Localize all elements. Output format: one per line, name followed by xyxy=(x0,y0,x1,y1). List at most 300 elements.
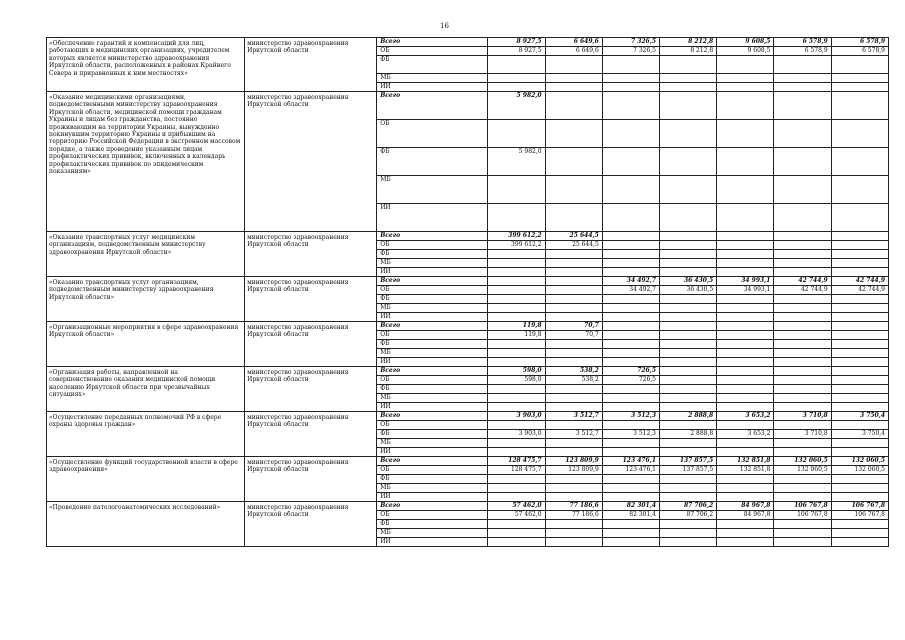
amount-cell xyxy=(660,295,717,304)
amount-cell xyxy=(660,385,717,394)
funding-source-cell: ОБ xyxy=(377,376,488,385)
amount-cell xyxy=(660,340,717,349)
amount-cell: 6 578,9 xyxy=(831,38,888,47)
amount-cell xyxy=(660,448,717,457)
amount-cell xyxy=(488,421,545,430)
amount-cell xyxy=(660,250,717,259)
amount-cell: 137 857,5 xyxy=(660,457,717,466)
amount-cell xyxy=(660,268,717,277)
amount-cell xyxy=(660,232,717,241)
funding-source-cell: МБ xyxy=(377,74,488,83)
amount-cell xyxy=(545,520,602,529)
amount-cell xyxy=(717,376,774,385)
amount-cell xyxy=(717,92,774,120)
funding-source-cell: ФБ xyxy=(377,56,488,74)
amount-cell: 87 706,2 xyxy=(660,502,717,511)
amount-cell: 3 710,8 xyxy=(774,430,831,439)
amount-cell xyxy=(660,148,717,176)
amount-cell: 399 612,2 xyxy=(488,232,545,241)
amount-cell: 6 578,9 xyxy=(774,38,831,47)
responsible-org-cell: министерство здравоохранения Иркутской области xyxy=(245,457,377,502)
amount-cell xyxy=(545,304,602,313)
amount-cell xyxy=(717,367,774,376)
event-name-cell: «Оказание транспортных услуг медицинским организациям, подведомственным министерству здравоохранения Иркутской области» xyxy=(47,232,245,277)
amount-cell xyxy=(717,475,774,484)
amount-cell xyxy=(660,493,717,502)
amount-cell: 726,5 xyxy=(602,367,659,376)
amount-cell: 2 888,8 xyxy=(660,430,717,439)
amount-cell xyxy=(545,56,602,74)
amount-cell xyxy=(717,295,774,304)
amount-cell: 106 767,8 xyxy=(831,511,888,520)
amount-cell: 36 430,5 xyxy=(660,286,717,295)
amount-cell: 6 578,9 xyxy=(831,47,888,56)
amount-cell xyxy=(660,204,717,232)
amount-cell xyxy=(602,56,659,74)
amount-cell xyxy=(717,176,774,204)
amount-cell: 3 512,7 xyxy=(545,412,602,421)
responsible-org-cell: министерство здравоохранения Иркутской области xyxy=(245,322,377,367)
table-row xyxy=(47,457,889,466)
amount-cell xyxy=(774,250,831,259)
amount-cell xyxy=(545,176,602,204)
funding-source-cell: ИИ xyxy=(377,448,488,457)
amount-cell xyxy=(488,286,545,295)
budget-table xyxy=(46,37,889,547)
amount-cell xyxy=(774,322,831,331)
amount-cell: 3 512,3 xyxy=(602,412,659,421)
amount-cell: 5 982,0 xyxy=(488,148,545,176)
amount-cell xyxy=(831,176,888,204)
amount-cell: 84 967,8 xyxy=(717,511,774,520)
amount-cell xyxy=(488,56,545,74)
amount-cell xyxy=(545,475,602,484)
amount-cell xyxy=(545,394,602,403)
amount-cell xyxy=(831,349,888,358)
amount-cell xyxy=(774,403,831,412)
amount-cell xyxy=(717,385,774,394)
amount-cell xyxy=(545,358,602,367)
amount-cell xyxy=(831,120,888,148)
funding-source-cell: МБ xyxy=(377,304,488,313)
amount-cell xyxy=(774,241,831,250)
amount-cell: 70,7 xyxy=(545,322,602,331)
amount-cell xyxy=(831,394,888,403)
amount-cell xyxy=(488,349,545,358)
funding-source-cell: ОБ xyxy=(377,511,488,520)
page-number: 16 xyxy=(440,22,449,30)
amount-cell xyxy=(660,475,717,484)
funding-source-cell: ОБ xyxy=(377,120,488,148)
amount-cell xyxy=(831,304,888,313)
amount-cell: 3 903,0 xyxy=(488,412,545,421)
funding-source-cell: Всего xyxy=(377,232,488,241)
amount-cell: 42 744,9 xyxy=(774,286,831,295)
amount-cell xyxy=(488,250,545,259)
amount-cell: 6 649,6 xyxy=(545,47,602,56)
amount-cell: 119,8 xyxy=(488,331,545,340)
amount-cell: 123 476,1 xyxy=(602,457,659,466)
amount-cell: 6 578,9 xyxy=(774,47,831,56)
amount-cell: 132 851,8 xyxy=(717,466,774,475)
funding-source-cell: ИИ xyxy=(377,358,488,367)
amount-cell xyxy=(717,74,774,83)
amount-cell xyxy=(831,250,888,259)
table-row xyxy=(47,232,889,241)
amount-cell xyxy=(545,448,602,457)
amount-cell xyxy=(660,439,717,448)
amount-cell xyxy=(602,268,659,277)
event-name-cell: «Проведение патологоанатомических исследований» xyxy=(47,502,245,547)
amount-cell xyxy=(831,204,888,232)
amount-cell xyxy=(660,92,717,120)
amount-cell xyxy=(831,313,888,322)
amount-cell xyxy=(774,56,831,74)
event-name-cell: «Оказание транспортных услуг организациям, подведомственным министерству здравоохранения Иркутской области» xyxy=(47,277,245,322)
amount-cell xyxy=(602,385,659,394)
table-row xyxy=(47,277,889,286)
amount-cell xyxy=(774,120,831,148)
funding-source-cell: ИИ xyxy=(377,268,488,277)
amount-cell: 82 301,4 xyxy=(602,511,659,520)
budget-table-body xyxy=(47,38,889,547)
amount-cell xyxy=(602,331,659,340)
amount-cell: 3 653,2 xyxy=(717,430,774,439)
funding-source-cell: ФБ xyxy=(377,340,488,349)
amount-cell xyxy=(545,538,602,547)
amount-cell xyxy=(602,484,659,493)
amount-cell xyxy=(602,358,659,367)
amount-cell xyxy=(774,484,831,493)
amount-cell xyxy=(602,439,659,448)
funding-source-cell: ФБ xyxy=(377,250,488,259)
amount-cell: 6 649,6 xyxy=(545,38,602,47)
funding-source-cell: Всего xyxy=(377,38,488,47)
amount-cell xyxy=(774,475,831,484)
amount-cell xyxy=(831,367,888,376)
amount-cell: 8 212,8 xyxy=(660,38,717,47)
amount-cell xyxy=(774,74,831,83)
funding-source-cell: ОБ xyxy=(377,47,488,56)
amount-cell xyxy=(774,92,831,120)
amount-cell xyxy=(602,313,659,322)
amount-cell xyxy=(717,120,774,148)
funding-source-cell: ИИ xyxy=(377,204,488,232)
amount-cell xyxy=(602,74,659,83)
amount-cell xyxy=(545,349,602,358)
amount-cell xyxy=(774,385,831,394)
amount-cell xyxy=(602,340,659,349)
amount-cell: 123 809,9 xyxy=(545,466,602,475)
funding-source-cell: ОБ xyxy=(377,466,488,475)
amount-cell xyxy=(831,340,888,349)
amount-cell xyxy=(602,322,659,331)
amount-cell xyxy=(774,304,831,313)
funding-source-cell: ОБ xyxy=(377,421,488,430)
amount-cell: 3 653,2 xyxy=(717,412,774,421)
amount-cell xyxy=(774,493,831,502)
amount-cell: 9 608,5 xyxy=(717,47,774,56)
amount-cell: 132 060,5 xyxy=(831,466,888,475)
amount-cell xyxy=(545,385,602,394)
amount-cell xyxy=(488,493,545,502)
amount-cell xyxy=(602,92,659,120)
amount-cell xyxy=(602,448,659,457)
amount-cell xyxy=(774,394,831,403)
funding-source-cell: ФБ xyxy=(377,385,488,394)
amount-cell: 84 967,8 xyxy=(717,502,774,511)
amount-cell: 3 512,7 xyxy=(545,430,602,439)
amount-cell xyxy=(488,484,545,493)
funding-source-cell: Всего xyxy=(377,412,488,421)
amount-cell xyxy=(717,148,774,176)
amount-cell xyxy=(602,421,659,430)
amount-cell xyxy=(717,403,774,412)
funding-source-cell: ОБ xyxy=(377,241,488,250)
amount-cell xyxy=(545,120,602,148)
amount-cell xyxy=(488,83,545,92)
amount-cell xyxy=(774,232,831,241)
amount-cell xyxy=(774,538,831,547)
amount-cell xyxy=(488,304,545,313)
amount-cell xyxy=(660,259,717,268)
funding-source-cell: ФБ xyxy=(377,475,488,484)
amount-cell xyxy=(774,331,831,340)
amount-cell xyxy=(488,475,545,484)
amount-cell xyxy=(717,313,774,322)
amount-cell: 123 476,1 xyxy=(602,466,659,475)
amount-cell xyxy=(831,520,888,529)
amount-cell xyxy=(602,232,659,241)
amount-cell: 106 767,8 xyxy=(774,511,831,520)
amount-cell xyxy=(831,493,888,502)
funding-source-cell: МБ xyxy=(377,394,488,403)
amount-cell xyxy=(660,376,717,385)
amount-cell: 25 644,5 xyxy=(545,232,602,241)
amount-cell xyxy=(717,250,774,259)
amount-cell xyxy=(488,385,545,394)
amount-cell xyxy=(774,148,831,176)
amount-cell xyxy=(660,367,717,376)
amount-cell xyxy=(774,340,831,349)
amount-cell xyxy=(774,421,831,430)
amount-cell xyxy=(602,295,659,304)
amount-cell xyxy=(660,394,717,403)
funding-source-cell: Всего xyxy=(377,277,488,286)
responsible-org-cell: министерство здравоохранения Иркутской области xyxy=(245,232,377,277)
amount-cell xyxy=(774,358,831,367)
amount-cell xyxy=(717,241,774,250)
funding-source-cell: ИИ xyxy=(377,538,488,547)
amount-cell xyxy=(717,331,774,340)
amount-cell: 2 888,8 xyxy=(660,412,717,421)
amount-cell: 726,5 xyxy=(602,376,659,385)
amount-cell xyxy=(602,538,659,547)
amount-cell: 25 644,5 xyxy=(545,241,602,250)
amount-cell: 128 475,7 xyxy=(488,466,545,475)
amount-cell: 3 710,8 xyxy=(774,412,831,421)
amount-cell xyxy=(717,304,774,313)
amount-cell xyxy=(660,403,717,412)
event-name-cell: «Обеспечение гарантий и компенсаций для лиц, работающих в медицинских организациях, учредителем которых является министерство здравоохранения Иркутской области, расположенных в районах Крайнего Севера и приравненных к ним местностях» xyxy=(47,38,245,92)
amount-cell xyxy=(717,340,774,349)
amount-cell xyxy=(774,268,831,277)
amount-cell xyxy=(602,304,659,313)
amount-cell xyxy=(660,322,717,331)
amount-cell: 598,0 xyxy=(488,367,545,376)
amount-cell: 9 608,5 xyxy=(717,38,774,47)
amount-cell xyxy=(774,520,831,529)
funding-source-cell: МБ xyxy=(377,529,488,538)
amount-cell xyxy=(831,322,888,331)
amount-cell xyxy=(488,295,545,304)
amount-cell: 119,8 xyxy=(488,322,545,331)
amount-cell: 538,2 xyxy=(545,376,602,385)
funding-source-cell: ИИ xyxy=(377,313,488,322)
amount-cell: 87 706,2 xyxy=(660,511,717,520)
amount-cell xyxy=(602,259,659,268)
funding-source-cell: ИИ xyxy=(377,403,488,412)
amount-cell: 34 492,7 xyxy=(602,286,659,295)
event-name-cell: «Организация работы, направленной на совершенствование оказания медицинской помощи населению Иркутской области при чрезвычайных ситуациях» xyxy=(47,367,245,412)
amount-cell xyxy=(717,83,774,92)
amount-cell: 57 462,0 xyxy=(488,511,545,520)
amount-cell xyxy=(660,529,717,538)
responsible-org-cell: министерство здравоохранения Иркутской области xyxy=(245,92,377,232)
amount-cell xyxy=(660,241,717,250)
amount-cell xyxy=(545,83,602,92)
amount-cell xyxy=(774,176,831,204)
amount-cell xyxy=(660,74,717,83)
amount-cell xyxy=(831,148,888,176)
amount-cell xyxy=(831,529,888,538)
table-row xyxy=(47,367,889,376)
table-row xyxy=(47,412,889,421)
funding-source-cell: ФБ xyxy=(377,520,488,529)
amount-cell xyxy=(488,277,545,286)
amount-cell xyxy=(602,529,659,538)
event-name-cell: «Оказание медицинскими организациями, подведомственными министерству здравоохранения Иркутской области, медицинской помощи гражданам Украины и лицам без гражданства, постоянно проживающим на территории Украины, вынужденно покинувшим территорию Украины и прибывшим на территорию Российской Федерации в экстренном массовом порядке, а также проведение указанным лицам профилактических прививок, включенных в календарь профилактических прививок по эпидемическим показаниям» xyxy=(47,92,245,232)
amount-cell xyxy=(831,385,888,394)
amount-cell: 8 212,8 xyxy=(660,47,717,56)
responsible-org-cell: министерство здравоохранения Иркутской области xyxy=(245,38,377,92)
amount-cell xyxy=(660,421,717,430)
amount-cell xyxy=(545,148,602,176)
amount-cell xyxy=(545,313,602,322)
amount-cell xyxy=(717,520,774,529)
amount-cell: 77 186,6 xyxy=(545,502,602,511)
amount-cell xyxy=(602,176,659,204)
amount-cell xyxy=(488,176,545,204)
funding-source-cell: Всего xyxy=(377,367,488,376)
amount-cell: 82 301,4 xyxy=(602,502,659,511)
funding-source-cell: ФБ xyxy=(377,148,488,176)
amount-cell xyxy=(488,439,545,448)
funding-source-cell: ОБ xyxy=(377,286,488,295)
amount-cell: 3 750,4 xyxy=(831,412,888,421)
amount-cell xyxy=(602,83,659,92)
amount-cell xyxy=(774,349,831,358)
amount-cell xyxy=(545,340,602,349)
amount-cell xyxy=(831,259,888,268)
amount-cell xyxy=(602,493,659,502)
funding-source-cell: ФБ xyxy=(377,295,488,304)
amount-cell: 538,2 xyxy=(545,367,602,376)
funding-source-cell: Всего xyxy=(377,322,488,331)
funding-source-cell: МБ xyxy=(377,176,488,204)
amount-cell xyxy=(831,358,888,367)
funding-source-cell: ИИ xyxy=(377,83,488,92)
amount-cell: 70,7 xyxy=(545,331,602,340)
amount-cell xyxy=(545,286,602,295)
amount-cell: 57 462,0 xyxy=(488,502,545,511)
amount-cell xyxy=(717,358,774,367)
funding-source-cell: ИИ xyxy=(377,493,488,502)
amount-cell: 7 326,5 xyxy=(602,47,659,56)
amount-cell xyxy=(831,268,888,277)
amount-cell xyxy=(831,92,888,120)
funding-source-cell: ФБ xyxy=(377,430,488,439)
amount-cell xyxy=(831,421,888,430)
amount-cell: 42 744,9 xyxy=(831,277,888,286)
amount-cell xyxy=(545,277,602,286)
amount-cell xyxy=(602,520,659,529)
amount-cell: 34 492,7 xyxy=(602,277,659,286)
amount-cell: 34 993,1 xyxy=(717,277,774,286)
amount-cell xyxy=(774,295,831,304)
amount-cell xyxy=(717,349,774,358)
amount-cell xyxy=(660,538,717,547)
amount-cell xyxy=(602,241,659,250)
amount-cell xyxy=(602,204,659,232)
amount-cell xyxy=(831,376,888,385)
amount-cell: 42 744,9 xyxy=(774,277,831,286)
amount-cell xyxy=(488,529,545,538)
amount-cell: 399 612,2 xyxy=(488,241,545,250)
amount-cell xyxy=(774,83,831,92)
amount-cell xyxy=(545,92,602,120)
amount-cell xyxy=(831,403,888,412)
amount-cell xyxy=(831,484,888,493)
amount-cell xyxy=(545,421,602,430)
amount-cell xyxy=(717,232,774,241)
amount-cell xyxy=(545,493,602,502)
table-row xyxy=(47,38,889,47)
amount-cell xyxy=(774,376,831,385)
funding-source-cell: ОБ xyxy=(377,331,488,340)
amount-cell xyxy=(774,448,831,457)
amount-cell xyxy=(545,403,602,412)
amount-cell xyxy=(831,448,888,457)
amount-cell: 5 982,0 xyxy=(488,92,545,120)
amount-cell xyxy=(660,83,717,92)
amount-cell xyxy=(545,484,602,493)
amount-cell xyxy=(660,56,717,74)
amount-cell xyxy=(717,484,774,493)
amount-cell xyxy=(774,313,831,322)
table-row xyxy=(47,502,889,511)
amount-cell xyxy=(660,358,717,367)
amount-cell xyxy=(545,259,602,268)
amount-cell xyxy=(545,204,602,232)
amount-cell xyxy=(488,259,545,268)
amount-cell: 132 060,5 xyxy=(774,457,831,466)
amount-cell xyxy=(488,340,545,349)
amount-cell xyxy=(660,176,717,204)
amount-cell xyxy=(488,313,545,322)
amount-cell xyxy=(774,529,831,538)
amount-cell xyxy=(774,259,831,268)
